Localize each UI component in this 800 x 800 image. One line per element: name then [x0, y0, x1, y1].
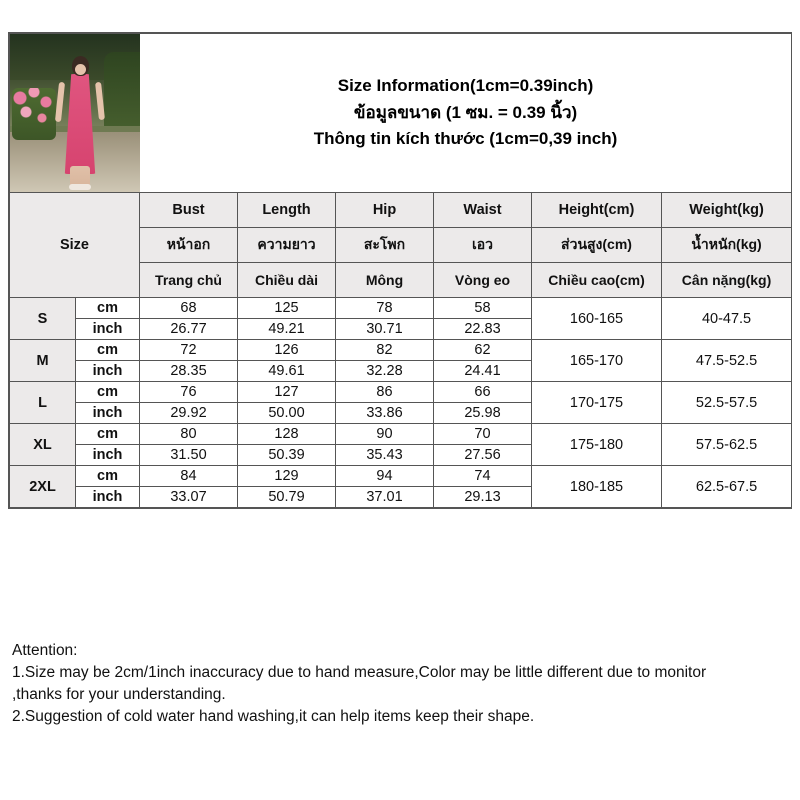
cell-height-2xl: 180-185	[532, 466, 662, 508]
cell-waist-inch: 25.98	[434, 403, 532, 424]
cell-hip-cm: 94	[336, 466, 434, 487]
cell-waist-cm: 66	[434, 382, 532, 403]
cell-length-inch: 50.00	[238, 403, 336, 424]
cell-waist-cm: 62	[434, 340, 532, 361]
col-height-en: Height(cm)	[532, 193, 662, 228]
cell-hip-inch: 37.01	[336, 487, 434, 508]
title-line-vi: Thông tin kích thước (1cm=0,39 inch)	[313, 129, 618, 149]
cell-height-s: 160-165	[532, 298, 662, 340]
col-height-vi: Chiều cao(cm)	[532, 263, 662, 298]
unit-inch: inch	[76, 319, 140, 340]
cell-bust-cm: 80	[140, 424, 238, 445]
unit-cm: cm	[76, 424, 140, 445]
cell-length-inch: 49.61	[238, 361, 336, 382]
cell-bust-cm: 84	[140, 466, 238, 487]
title-line-th: ข้อมูลขนาด (1 ซม. = 0.39 นิ้ว)	[353, 102, 578, 122]
photo-model-face	[75, 64, 86, 75]
cell-waist-cm: 58	[434, 298, 532, 319]
cell-weight-xl: 57.5-62.5	[662, 424, 792, 466]
cell-length-cm: 128	[238, 424, 336, 445]
cell-weight-l: 52.5-57.5	[662, 382, 792, 424]
cell-bust-cm: 68	[140, 298, 238, 319]
cell-bust-inch: 28.35	[140, 361, 238, 382]
col-hip-th: สะโพก	[336, 228, 434, 263]
cell-length-cm: 126	[238, 340, 336, 361]
col-weight-en: Weight(kg)	[662, 193, 792, 228]
cell-weight-2xl: 62.5-67.5	[662, 466, 792, 508]
col-length-th: ความยาว	[238, 228, 336, 263]
title-line-en: Size Information(1cm=0.39inch)	[337, 76, 594, 96]
unit-cm: cm	[76, 382, 140, 403]
cell-bust-inch: 33.07	[140, 487, 238, 508]
col-waist-en: Waist	[434, 193, 532, 228]
row-size-2xl: 2XL	[10, 466, 76, 508]
row-size-s: S	[10, 298, 76, 340]
cell-length-inch: 50.79	[238, 487, 336, 508]
size-column-title: Size	[10, 193, 140, 298]
cell-length-cm: 125	[238, 298, 336, 319]
cell-height-m: 165-170	[532, 340, 662, 382]
attention-line-3: 2.Suggestion of cold water hand washing,it can help items keep their shape.	[12, 708, 535, 725]
cell-weight-s: 40-47.5	[662, 298, 792, 340]
cell-waist-inch: 24.41	[434, 361, 532, 382]
cell-waist-inch: 29.13	[434, 487, 532, 508]
col-weight-th: น้ำหนัก(kg)	[662, 228, 792, 263]
header-row-title	[10, 34, 792, 193]
col-hip-vi: Mông	[336, 263, 434, 298]
table-row	[10, 466, 792, 487]
table-row	[10, 424, 792, 445]
cell-hip-cm: 90	[336, 424, 434, 445]
unit-cm: cm	[76, 298, 140, 319]
col-bust-en: Bust	[140, 193, 238, 228]
cell-bust-cm: 72	[140, 340, 238, 361]
cell-waist-cm: 74	[434, 466, 532, 487]
photo-model-dress	[60, 74, 100, 174]
col-weight-vi: Cân nặng(kg)	[662, 263, 792, 298]
cell-waist-inch: 22.83	[434, 319, 532, 340]
unit-cm: cm	[76, 340, 140, 361]
col-waist-vi: Vòng eo	[434, 263, 532, 298]
cell-hip-inch: 30.71	[336, 319, 434, 340]
photo-model-arm-left	[55, 82, 65, 122]
col-bust-th: หน้าอก	[140, 228, 238, 263]
table-row	[10, 298, 792, 319]
cell-length-cm: 129	[238, 466, 336, 487]
cell-hip-cm: 82	[336, 340, 434, 361]
cell-hip-inch: 35.43	[336, 445, 434, 466]
cell-hip-inch: 33.86	[336, 403, 434, 424]
cell-length-inch: 50.39	[238, 445, 336, 466]
photo-model-shoes	[69, 184, 91, 190]
unit-inch: inch	[76, 403, 140, 424]
table-row	[10, 340, 792, 361]
col-height-th: ส่วนสูง(cm)	[532, 228, 662, 263]
attention-line-1: 1.Size may be 2cm/1inch inaccuracy due to hand measure,Color may be little different due to monitor	[12, 664, 707, 681]
unit-cm: cm	[76, 466, 140, 487]
table-row	[10, 382, 792, 403]
photo-flowers	[12, 88, 56, 140]
attention-heading: Attention:	[12, 642, 78, 659]
col-hip-en: Hip	[336, 193, 434, 228]
col-bust-vi: Trang chủ	[140, 263, 238, 298]
cell-waist-inch: 27.56	[434, 445, 532, 466]
cell-length-inch: 49.21	[238, 319, 336, 340]
cell-waist-cm: 70	[434, 424, 532, 445]
cell-weight-m: 47.5-52.5	[662, 340, 792, 382]
unit-inch: inch	[76, 445, 140, 466]
size-chart-table	[9, 33, 792, 508]
cell-height-xl: 175-180	[532, 424, 662, 466]
row-size-m: M	[10, 340, 76, 382]
col-waist-th: เอว	[434, 228, 532, 263]
cell-hip-cm: 86	[336, 382, 434, 403]
column-header-row-en	[10, 193, 792, 228]
product-photo	[10, 34, 140, 192]
cell-bust-inch: 29.92	[140, 403, 238, 424]
attention-notes	[8, 636, 792, 728]
cell-hip-inch: 32.28	[336, 361, 434, 382]
cell-hip-cm: 78	[336, 298, 434, 319]
size-chart-table-container	[8, 32, 792, 509]
unit-inch: inch	[76, 361, 140, 382]
product-photo-cell	[10, 34, 140, 193]
cell-bust-inch: 31.50	[140, 445, 238, 466]
row-size-xl: XL	[10, 424, 76, 466]
cell-height-l: 170-175	[532, 382, 662, 424]
col-length-en: Length	[238, 193, 336, 228]
cell-length-cm: 127	[238, 382, 336, 403]
cell-bust-cm: 76	[140, 382, 238, 403]
title-block	[140, 34, 792, 193]
attention-line-2: ,thanks for your understanding.	[12, 686, 226, 703]
cell-bust-inch: 26.77	[140, 319, 238, 340]
unit-inch: inch	[76, 487, 140, 508]
row-size-l: L	[10, 382, 76, 424]
col-length-vi: Chiều dài	[238, 263, 336, 298]
